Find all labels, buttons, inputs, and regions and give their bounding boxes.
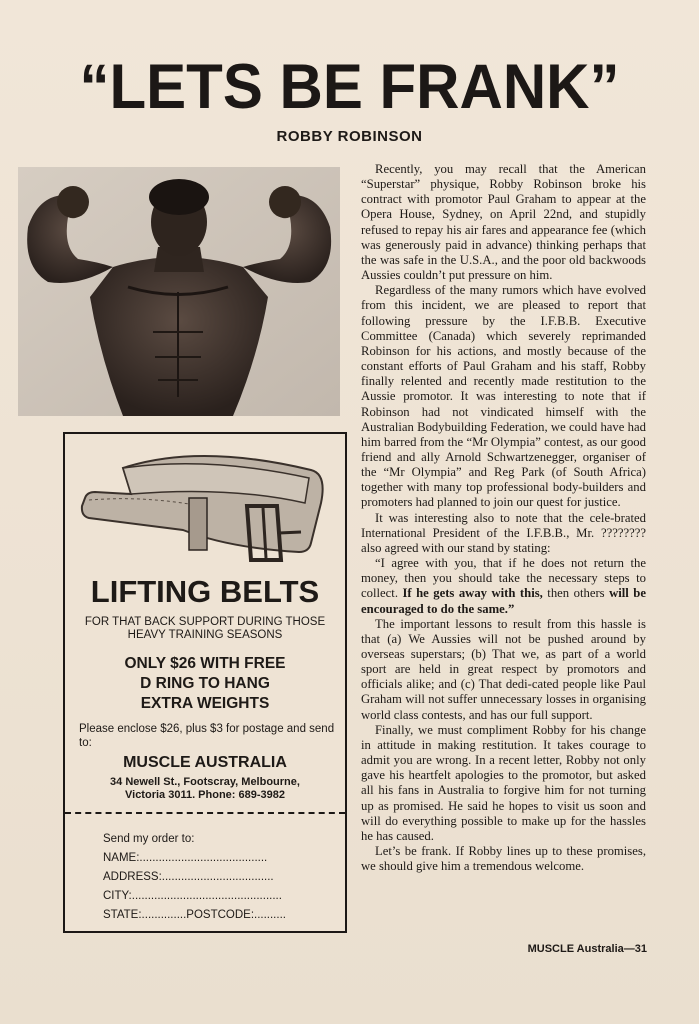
ad-title: LIFTING BELTS bbox=[90, 574, 320, 609]
article-paragraph: The important lessons to result from this hassle is that (a) We Aussies will not be pushed around by overseas superstars; (b) That we, as part of a world sport are held in great respect by promotors and officials alike; and (c) That dedi-cated people like Paul Graham will not suffer unnecessary losses in organising world class contests, and has our full support. bbox=[361, 616, 646, 722]
article-paragraph: Regardless of the many rumors which have evolved from this incident, we are pleased to report that following pressure by the I.F.B.B. Executive Committee (Canada) which severely reprimanded Robinson for his actions, and mostly because of the constant efforts of Paul Graham and his staff, Robby finally relented and recently made restitution to the Aussie promotor. It was interesting to note that if Robinson had not vindicated himself with the Australian Bodybuilding Federation, we could have had him barred from the “Mr Olympia” contest, as our good friend and ally Arnold Schwartzenegger, organiser of the “Mr Olympia” and Reg Park (of South Africa) together with many top professional body-builders and promoters had planned to join our quest for justice. bbox=[361, 283, 646, 510]
ad-address bbox=[65, 776, 345, 802]
quote-emphasis: will be encouraged to do the same.” bbox=[361, 586, 646, 616]
page-footer: MUSCLE Australia—31 bbox=[527, 943, 647, 955]
article-quote bbox=[361, 556, 646, 617]
quote-text: “I agree with you, that if he does not return the money, then you should take the necessary steps to collect. bbox=[361, 556, 646, 601]
article-paragraph: Finally, we must compliment Robby for his change in attitude in making restitution. It takes courage to admit you are wrong. In a recent letter, Robby not only gave his heartfelt apologies to the promotor, but asked all his fans in Australia to forgive him for not turning up as promised. He said he hopes to visit us soon and will do everything possible to make up for the hassles he has caused. bbox=[361, 722, 646, 843]
ad-enclose-note: Please enclose $26, plus $3 for postage and send to: bbox=[79, 723, 335, 749]
ad-offer-line: ONLY $26 WITH FREE bbox=[124, 655, 286, 672]
lifting-belts-ad bbox=[63, 432, 347, 933]
article-paragraph: Recently, you may recall that the American “Superstar” physique, Robby Robinson broke his contract with promotor Paul Graham to appear at the Opera House, Sydney, on April 22nd, and stupidly refused to repay his air fares and appearance fee (which was generously paid in advance) thinking perhaps that the was safe in the U.S.A., and the poor old backwoods Aussies couldn’t put pressure on him. bbox=[361, 162, 646, 283]
headline: “LETS BE FRANK” bbox=[79, 51, 620, 122]
ad-address-line: 34 Newell St., Footscray, Melbourne, bbox=[110, 776, 300, 788]
ad-subtitle-line: HEAVY TRAINING SEASONS bbox=[127, 629, 283, 641]
ad-brand: MUSCLE AUSTRALIA bbox=[123, 754, 287, 771]
address-field[interactable]: ADDRESS:................................... bbox=[103, 871, 274, 883]
ad-offer bbox=[65, 654, 345, 714]
quote-text: then others bbox=[542, 586, 610, 601]
ad-subtitle bbox=[75, 616, 335, 642]
ad-address-line: Victoria 3011. Phone: 689-3982 bbox=[125, 789, 285, 801]
article-paragraph: Let’s be frank. If Robby lines up to these promises, we should give him a tremendous welcome. bbox=[361, 844, 646, 874]
order-form-heading: Send my order to: bbox=[103, 833, 195, 845]
article-body bbox=[361, 162, 646, 874]
ad-subtitle-line: FOR THAT BACK SUPPORT DURING THOSE bbox=[84, 616, 326, 628]
order-form bbox=[103, 830, 333, 925]
name-field[interactable]: NAME:........................................ bbox=[103, 852, 268, 864]
bodybuilder-photo bbox=[18, 167, 340, 416]
ad-offer-line: D RING TO HANG bbox=[140, 675, 270, 692]
city-field[interactable]: CITY:............................................... bbox=[103, 890, 282, 902]
ad-offer-line: EXTRA WEIGHTS bbox=[140, 695, 270, 712]
lifting-belt-image bbox=[79, 448, 329, 571]
state-postcode-field[interactable]: STATE:..............POSTCODE:.......... bbox=[103, 909, 286, 921]
quote-emphasis: If he gets away with this, bbox=[402, 586, 543, 601]
byline: ROBBY ROBINSON bbox=[276, 128, 423, 145]
cut-line bbox=[65, 812, 345, 814]
article-paragraph: It was interesting also to note that the cele-brated International President of the I.F.B.B., Mr. ???????? also agreed with our stand by stating: bbox=[361, 510, 646, 555]
